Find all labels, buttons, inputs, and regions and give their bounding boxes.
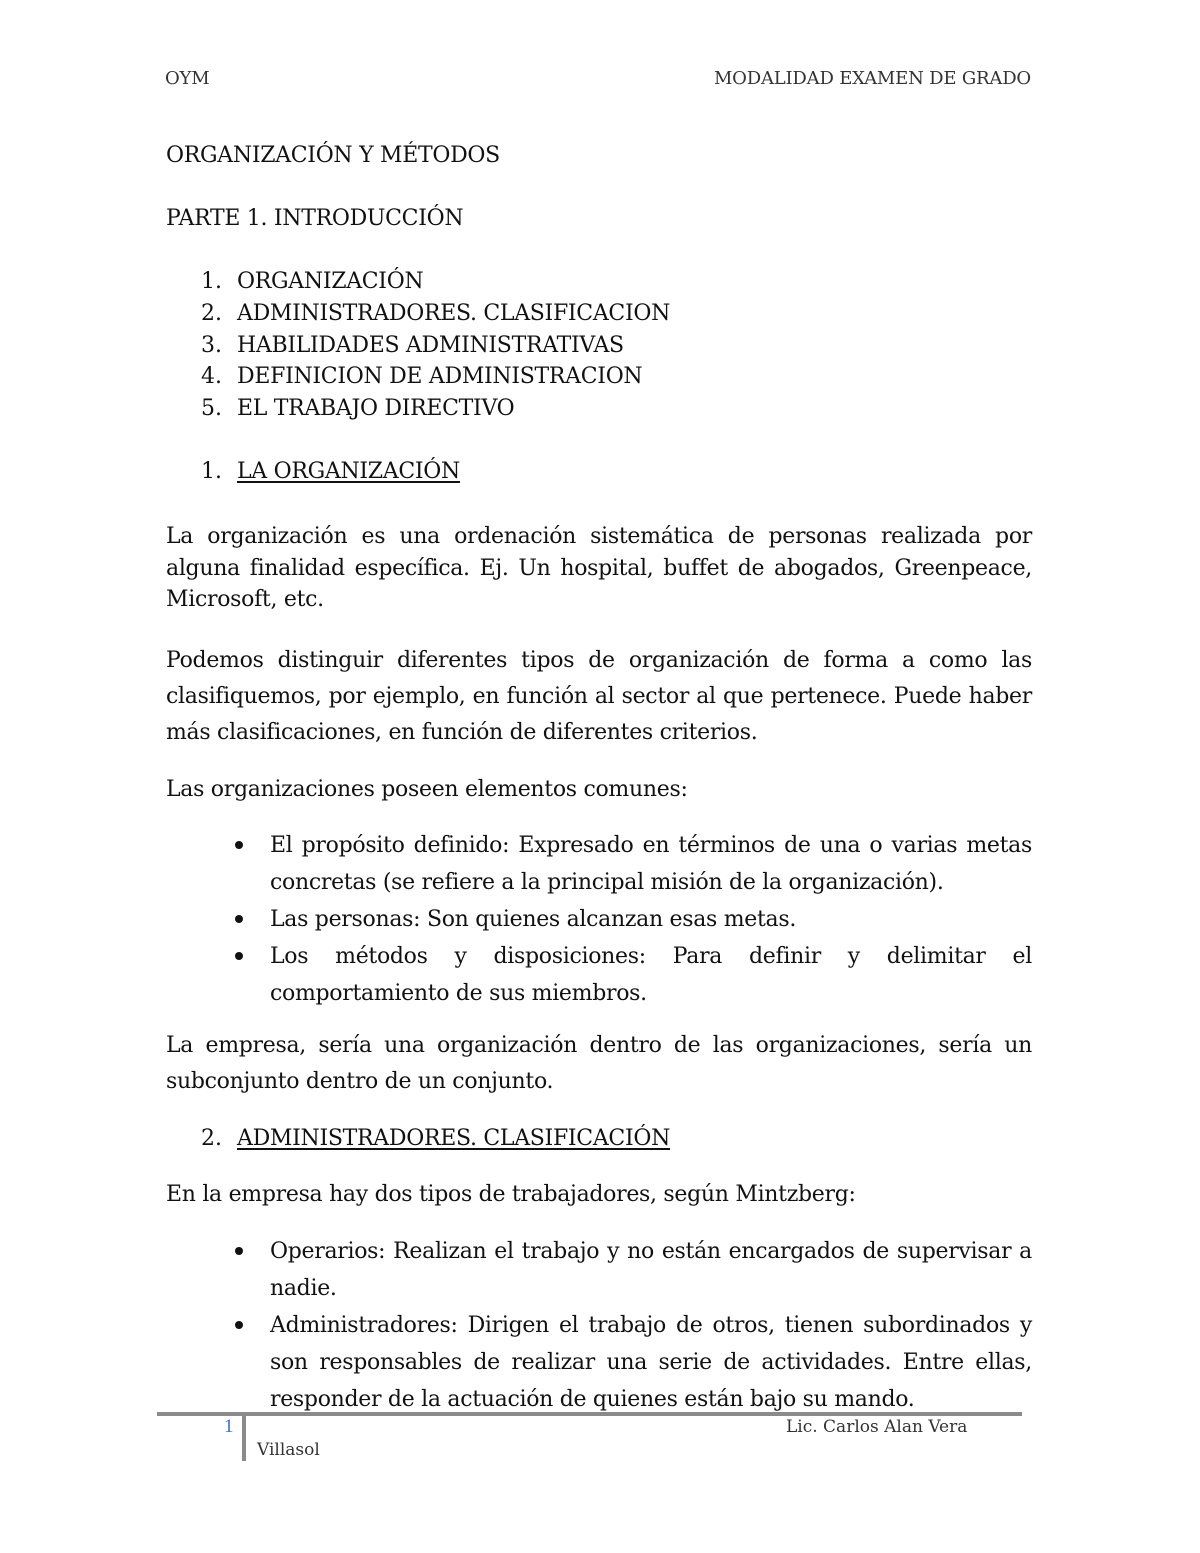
bullet-icon: [235, 1247, 243, 1255]
section-1-paragraph-1: La organización es una ordenación sistemática de personas realizada por alguna finalidad específica. Ej. Un hospital, buffet de abogados, Greenpeace, Microsoft, etc.: [166, 524, 1032, 612]
section-2-heading: ADMINISTRADORES. CLASIFICACIÓN: [237, 1126, 671, 1151]
list-item: Operarios: Realizan el trabajo y no están encargados de supervisar a nadie.: [166, 1233, 1032, 1307]
toc-number: 4.: [201, 364, 222, 389]
header-left: OYM: [165, 68, 210, 89]
toc-item: DEFINICION DE ADMINISTRACION: [237, 364, 643, 389]
section-2-bullet-list: [166, 1233, 1032, 1418]
section-2-paragraph-1: En la empresa hay dos tipos de trabajadores, según Mintzberg:: [166, 1182, 856, 1207]
bullet-icon: [235, 952, 243, 960]
section-1-heading: LA ORGANIZACIÓN: [237, 459, 460, 484]
toc-number: 5.: [201, 396, 222, 421]
footer-author: Lic. Carlos Alan Vera: [786, 1417, 968, 1437]
section-1-bullet-list: [166, 827, 1032, 1012]
footer-author-continued: Villasol: [257, 1440, 320, 1460]
toc-item: HABILIDADES ADMINISTRATIVAS: [237, 333, 624, 358]
list-item: Los métodos y disposiciones: Para definir y delimitar el comportamiento de sus miembros.: [166, 938, 1032, 1012]
list-item: Las personas: Son quienes alcanzan esas metas.: [166, 901, 1032, 938]
toc-item: EL TRABAJO DIRECTIVO: [237, 396, 515, 421]
toc-number: 2.: [201, 301, 222, 326]
toc-item: ORGANIZACIÓN: [237, 269, 424, 294]
page-number: 1: [224, 1416, 234, 1437]
list-item: El propósito definido: Expresado en términos de una o varias metas concretas (se refiere a la principal misión de la organización).: [166, 827, 1032, 901]
list-item: Administradores: Dirigen el trabajo de otros, tienen subordinados y son responsables de realizar una serie de actividades. Entre ellas, responder de la actuación de quienes están bajo su mando.: [166, 1307, 1032, 1418]
section-1-paragraph-3: Las organizaciones poseen elementos comunes:: [166, 777, 688, 802]
toc-number: 1.: [201, 269, 222, 294]
bullet-icon: [235, 915, 243, 923]
header-right: MODALIDAD EXAMEN DE GRADO: [713, 68, 1031, 89]
part-heading: PARTE 1. INTRODUCCIÓN: [166, 206, 464, 231]
section-1-number: 1.: [201, 459, 222, 484]
section-1-paragraph-4: La empresa, sería una organización dentro de las organizaciones, sería un subconjunto dentro de un conjunto.: [166, 1033, 1032, 1094]
toc-number: 3.: [201, 333, 222, 358]
document-title: ORGANIZACIÓN Y MÉTODOS: [166, 143, 500, 168]
footer-divider: [157, 1412, 1022, 1416]
section-2-number: 2.: [201, 1126, 222, 1151]
toc-item: ADMINISTRADORES. CLASIFICACION: [237, 301, 671, 326]
footer-vertical-divider: [242, 1413, 246, 1461]
bullet-icon: [235, 841, 243, 849]
bullet-icon: [235, 1321, 243, 1329]
section-1-paragraph-2: Podemos distinguir diferentes tipos de organización de forma a como las clasifiquemos, por ejemplo, en función al sector al que pertenece. Puede haber más clasificaciones, en función de diferentes criterios.: [166, 648, 1032, 745]
